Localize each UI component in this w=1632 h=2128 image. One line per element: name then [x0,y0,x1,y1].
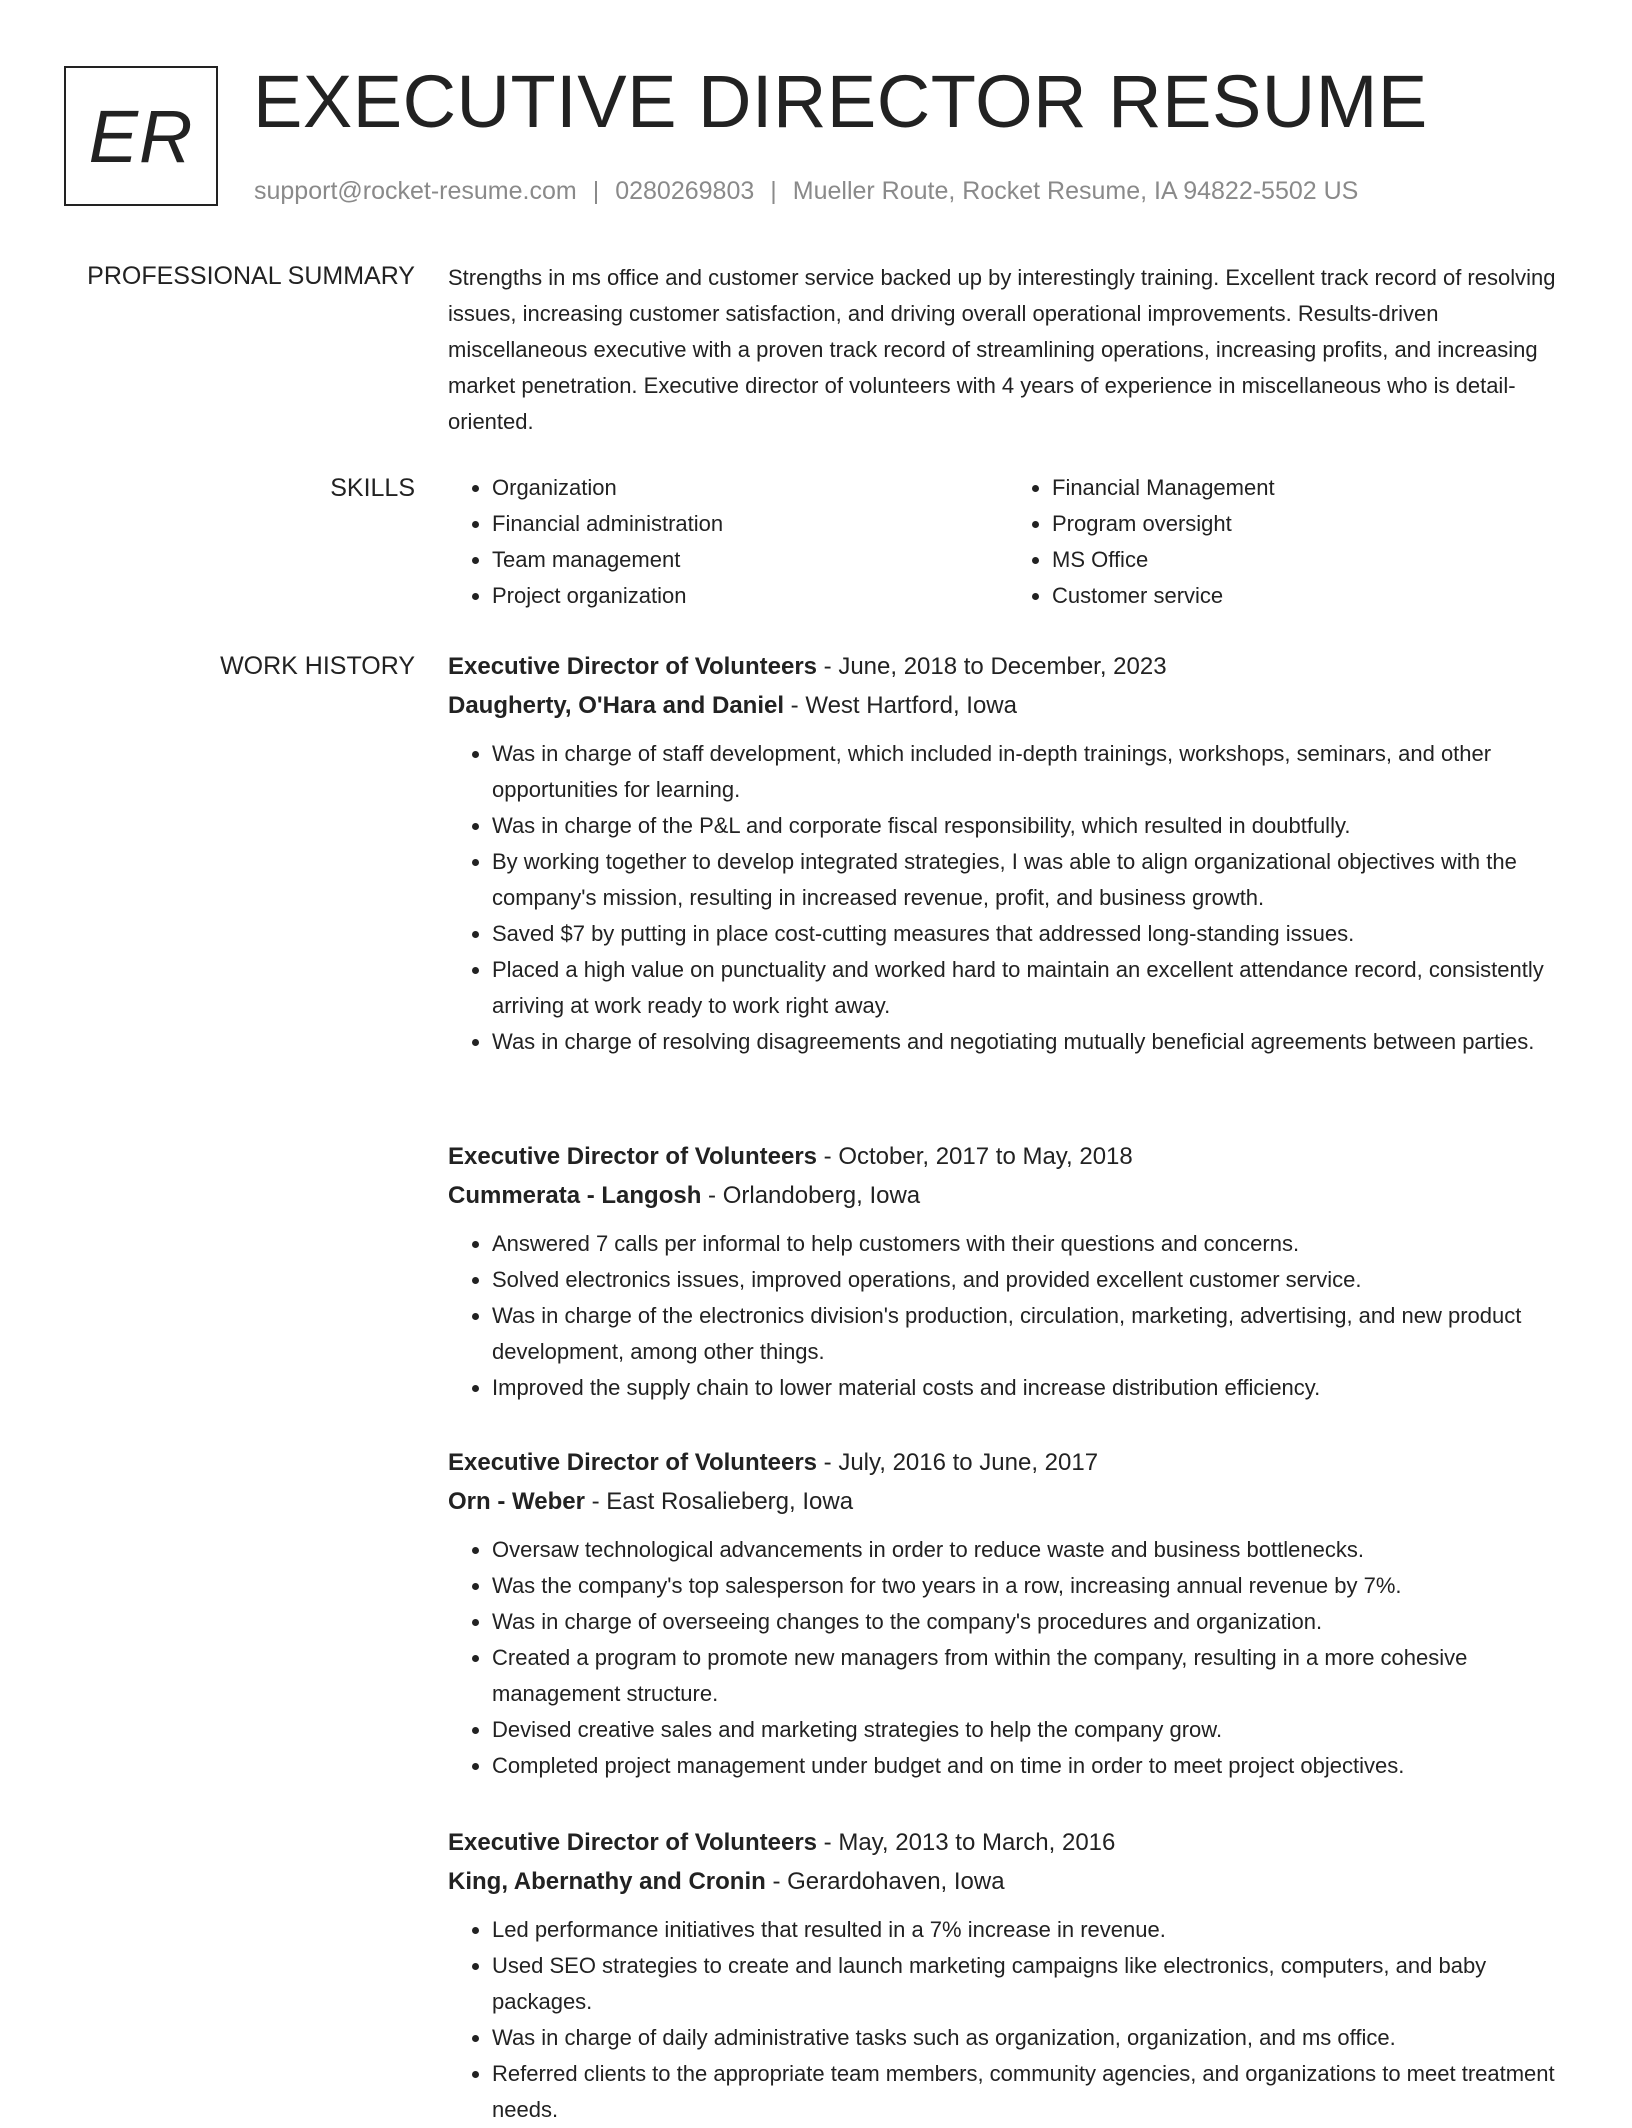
job-title-line [448,648,1568,686]
skill-item: • Program oversight [1052,506,1568,542]
skill-item: • Organization [492,470,1008,506]
job-bullet: • Was in charge of daily administrative tasks such as organization, organization, and ms office. [492,2020,1568,2056]
job-title-line [448,1444,1568,1482]
job-bullet: • Answered 7 calls per informal to help customers with their questions and concerns. [492,1226,1568,1262]
summary-body [448,260,1568,440]
job-company: Orn - Weber [448,1488,585,1515]
monogram-logo: ER [64,66,218,206]
contact-separator: | [592,177,600,205]
skill-item: • Customer service [1052,578,1568,614]
job-entry [448,1138,1568,1406]
job-bullet: • Improved the supply chain to lower material costs and increase distribution efficiency. [492,1370,1568,1406]
job-bullet: • Was in charge of resolving disagreements and negotiating mutually beneficial agreements between parties. [492,1024,1568,1060]
job-bullets [448,1226,1568,1406]
job-entry [448,648,1568,1060]
contact-address: Mueller Route, Rocket Resume, IA 94822-5502 US [792,177,1359,205]
job-location: - West Hartford, Iowa [784,692,1017,719]
job-bullet: • Placed a high value on punctuality and worked hard to maintain an excellent attendance record, consistently arriving at work ready to work right away. [492,952,1568,1024]
job-company: King, Abernathy and Cronin [448,1868,766,1895]
job-dates: - July, 2016 to June, 2017 [817,1449,1099,1476]
skill-item: • Financial Management [1052,470,1568,506]
job-bullet: • Led performance initiatives that resulted in a 7% increase in revenue. [492,1912,1568,1948]
job-title: Executive Director of Volunteers [448,653,817,680]
job-location: - Gerardohaven, Iowa [765,1868,1005,1895]
job-bullets [448,736,1568,1060]
job-company-line [448,1862,1568,1902]
job-company: Cummerata - Langosh [448,1182,702,1209]
job-company-line [448,1176,1568,1216]
job-company-line [448,686,1568,726]
contact-phone[interactable]: 0280269803 [615,177,755,205]
work-heading: WORK HISTORY [220,652,415,680]
skill-item: • Team management [492,542,1008,578]
skills-heading: SKILLS [330,474,415,502]
job-company-line [448,1482,1568,1522]
job-location: - Orlandoberg, Iowa [701,1182,921,1209]
skills-list-left [448,470,1008,614]
job-dates: - October, 2017 to May, 2018 [817,1143,1133,1170]
job-title: Executive Director of Volunteers [448,1449,817,1476]
job-location: - East Rosalieberg, Iowa [584,1488,854,1515]
job-title-line [448,1824,1568,1862]
job-bullet: • By working together to develop integrated strategies, I was able to align organizational objectives with the company's mission, resulting in increased revenue, profit, and business growth. [492,844,1568,916]
summary-heading: PROFESSIONAL SUMMARY [87,262,415,290]
job-bullet: • Saved $7 by putting in place cost-cutting measures that addressed long-standing issues. [492,916,1568,952]
job-bullet: • Was the company's top salesperson for two years in a row, increasing annual revenue by 7%. [492,1568,1568,1604]
skill-item: • Financial administration [492,506,1008,542]
job-dates: - June, 2018 to December, 2023 [817,653,1167,680]
job-company: Daugherty, O'Hara and Daniel [448,692,785,719]
job-entry [448,1444,1568,1784]
contact-separator: | [770,177,777,205]
job-bullet: • Solved electronics issues, improved operations, and provided excellent customer service. [492,1262,1568,1298]
job-bullet: • Used SEO strategies to create and launch marketing campaigns like electronics, computers, and baby packages. [492,1948,1568,2020]
skills-body [448,470,1568,614]
job-bullet: • Completed project management under budget and on time in order to meet project objectives. [492,1748,1568,1784]
job-bullet: • Was in charge of the electronics division's production, circulation, marketing, advertising, and new product development, among other things. [492,1298,1568,1370]
job-bullet: • Was in charge of the P&L and corporate fiscal responsibility, which resulted in doubtfully. [492,808,1568,844]
skill-item: • Project organization [492,578,1008,614]
summary-text: Strengths in ms office and customer service backed up by interestingly training. Excellent track record of resolving issues, increasing customer satisfaction, and driving overall operational improvements. Results-driven miscellaneous executive with a proven track record of streamlining operations, increasing profits, and increasing market penetration. Executive director of volunteers with 4 years of experience in miscellaneous who is detail-oriented. [448,265,1556,434]
job-bullets [448,1912,1568,2128]
job-bullet: • Created a program to promote new managers from within the company, resulting in a more cohesive management structure. [492,1640,1568,1712]
page-title: EXECUTIVE DIRECTOR RESUME [253,60,1428,143]
job-bullet: • Devised creative sales and marketing strategies to help the company grow. [492,1712,1568,1748]
job-title-line [448,1138,1568,1176]
job-entry [448,1824,1568,2128]
job-bullet: • Referred clients to the appropriate team members, community agencies, and organizations to meet treatment needs. [492,2056,1568,2128]
job-dates: - May, 2013 to March, 2016 [817,1829,1116,1856]
contact-line [254,174,1358,208]
job-bullet: • Was in charge of overseeing changes to the company's procedures and organization. [492,1604,1568,1640]
skills-list-right [1008,470,1568,614]
job-title: Executive Director of Volunteers [448,1143,817,1170]
job-bullet: • Was in charge of staff development, which included in-depth trainings, workshops, seminars, and other opportunities for learning. [492,736,1568,808]
job-title: Executive Director of Volunteers [448,1829,817,1856]
job-bullets [448,1532,1568,1784]
skill-item: • MS Office [1052,542,1568,578]
job-bullet: • Oversaw technological advancements in order to reduce waste and business bottlenecks. [492,1532,1568,1568]
contact-email[interactable]: support@rocket-resume.com [254,177,577,205]
